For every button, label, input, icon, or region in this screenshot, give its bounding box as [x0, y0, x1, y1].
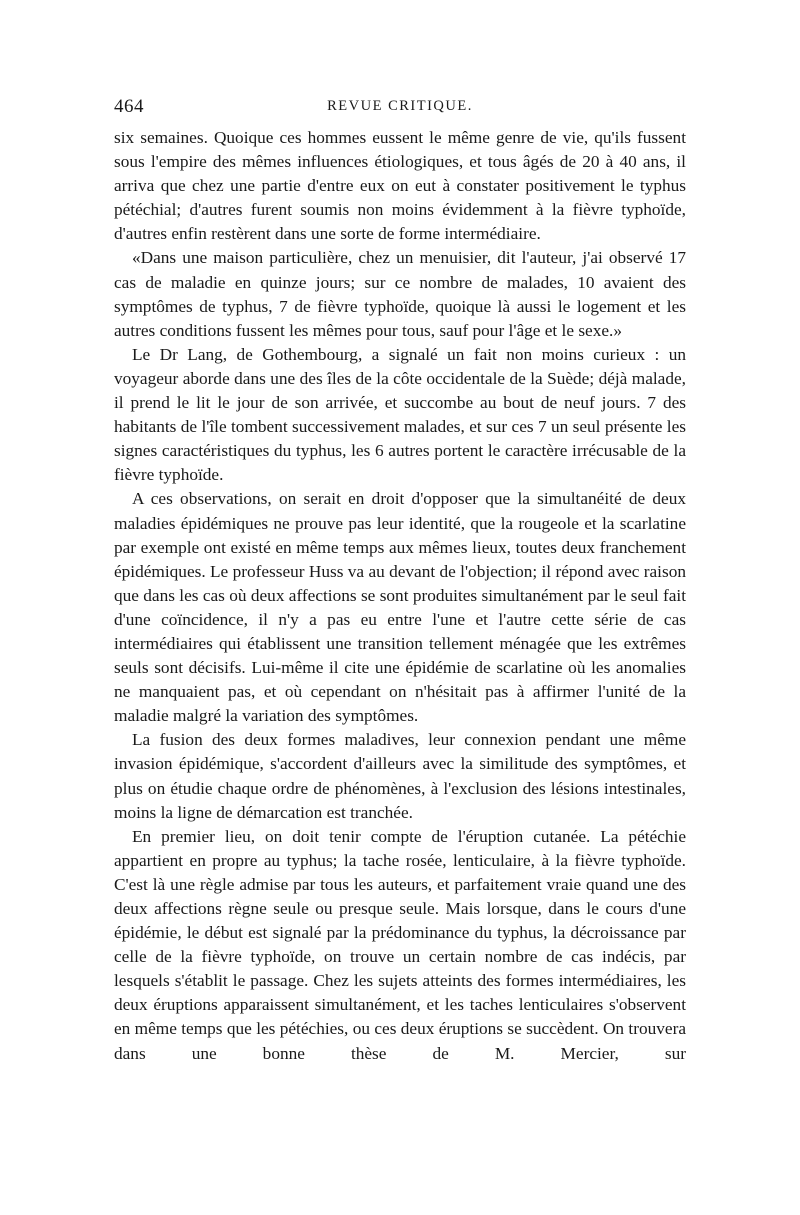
paragraph-quote: «Dans une maison particulière, chez un menuisier, dit l'auteur, j'ai observé 17 cas de maladie en quinze jours; sur ce nombre de malades, 10 avaient des symptômes de typhus, 7 de fièvre typhoïde, quoique là aussi le logement et les autres conditions fussent les mêmes pour tous, sauf pour l'âge et le sexe.»	[114, 248, 686, 340]
body-text	[114, 126, 686, 1066]
book-page	[114, 96, 686, 1066]
page-number: 464	[114, 96, 144, 117]
paragraph-eruption: En premier lieu, on doit tenir compte de l'éruption cutanée. La pétéchie appartient en propre au typhus; la tache rosée, lenticulaire, à la fièvre typhoïde. C'est là une règle admise par tous les auteurs, et parfaitement vraie quand une des deux affections règne seule ou presque seule. Mais lorsque, dans le cours d'une épidémie, le début est signalé par la prédominance du typhus, la décroissance par celle de la fièvre typhoïde, on trouve un certain nombre de cas indécis, par lesquels s'établit le passage. Chez les sujets atteints des formes intermédiaires, les deux éruptions apparaissent simultanément, et les taches lenticulaires s'observent en même temps que les pétéchies, ou ces deux éruptions se succèdent. On trouvera dans une bonne thèse de M. Mercier, sur	[114, 826, 686, 1063]
paragraph-fusion: La fusion des deux formes maladives, leur connexion pendant une même invasion épidémique, s'accordent d'ailleurs avec la similitude des symptômes, et plus on étudie chaque ordre de phénomènes, à l'exclusion des lésions intestinales, moins la ligne de démarcation est tranchée.	[114, 730, 686, 822]
page-header	[114, 96, 686, 122]
paragraph-objection: A ces observations, on serait en droit d'opposer que la simultanéité de deux maladies épidémiques ne prouve pas leur identité, que la rougeole et la scarlatine par exemple ont existé en même temps aux mêmes lieux, toutes deux franchement épidémiques. Le professeur Huss va au devant de l'objection; il répond avec raison que dans les cas où deux affections se sont produites simultanément par le seul fait d'une coïncidence, il n'y a pas eu entre l'une et l'autre cette série de cas intermédiaires qui établissent une transition tellement ménagée que les extrêmes seuls sont décisifs. Lui-même il cite une épidémie de scarlatine où les anomalies ne manquaient pas, et où cependant on n'hésitait pas à affirmer l'unité de la maladie malgré la variation des symptômes.	[114, 489, 686, 726]
running-head: REVUE CRITIQUE.	[327, 98, 473, 114]
paragraph-continuation: six semaines. Quoique ces hommes eussent le même genre de vie, qu'ils fussent sous l'empire des mêmes influences étiologiques, et tous âgés de 20 à 40 ans, il arriva que chez une partie d'entre eux on eut à constater positivement le typhus pétéchial; d'autres furent soumis non moins évidemment à la fièvre typhoïde, d'autres enfin restèrent dans une sorte de forme intermédiaire.	[114, 128, 686, 244]
paragraph-lang: Le Dr Lang, de Gothembourg, a signalé un fait non moins curieux : un voyageur aborde dans une des îles de la côte occidentale de la Suède; déjà malade, il prend le lit le jour de son arrivée, et succombe au bout de neuf jours. 7 des habitants de l'île tombent successivement malades, et sur ces 7 un seul présente les signes caractéristiques du typhus, les 6 autres portent le caractère irrécusable de la fièvre typhoïde.	[114, 344, 686, 485]
